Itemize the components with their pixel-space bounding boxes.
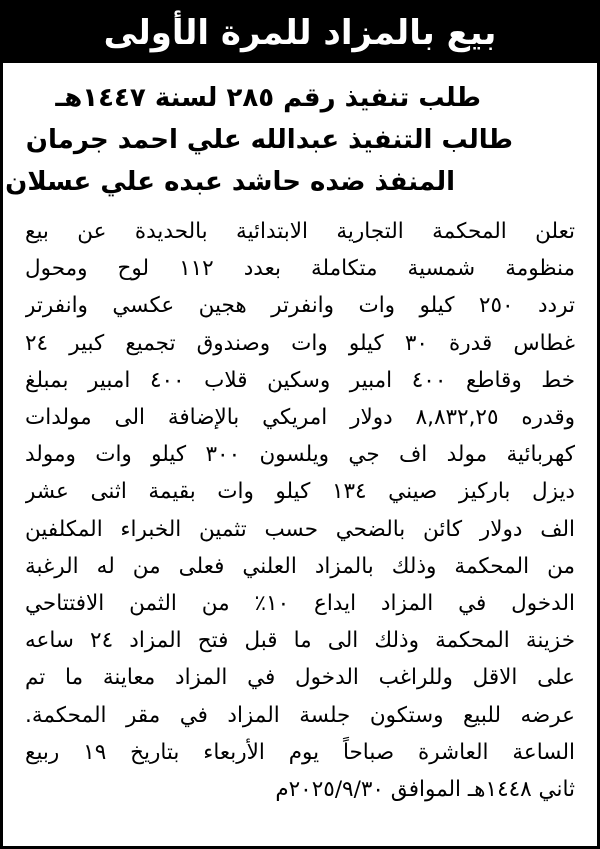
body-line: خط وقاطع ٤٠٠ امبير وسكين قلاب ٤٠٠ امبير بمبلغ <box>25 367 575 393</box>
execution-request-number: طلب تنفيذ رقم ٢٨٥ لسنة ١٤٤٧هـ <box>55 83 481 113</box>
body-line: من المحكمة وذلك بالمزاد العلني فعلى من له الرغبة <box>25 553 575 579</box>
body-line: غطاس قدرة ٣٠ كيلو وات وصندوق تجميع كبير ٢٤ <box>25 330 575 356</box>
body-line: تردد ٢٥٠ كيلو وات وانفرتر هجين عكسي وانفرتر <box>25 293 575 319</box>
body-line: الف دولار كائن بالضحي حسب تثمين الخبراء المكلفين <box>25 516 575 542</box>
body-line: كهربائية مولد اف جي ويلسون ٣٠٠ كيلو وات ومولد <box>25 442 575 468</box>
body-line: عرضه للبيع وستكون جلسة المزاد في مقر المحكمة. <box>25 702 575 728</box>
body-line: الدخول في المزاد ايداع ١٠٪ من الثمن الافتتاحي <box>25 591 575 617</box>
body-line: ثاني ١٤٤٨هـ الموافق ٢٠٢٥/٩/٣٠م <box>275 777 575 803</box>
body-line: ديزل باركيز صيني ١٣٤ كيلو وات بقيمة اثنى عشر <box>25 479 575 505</box>
notice-body <box>3 203 597 808</box>
case-headings <box>3 63 597 203</box>
body-line: الساعة العاشرة صباحاً يوم الأربعاء بتاريخ ١٩ ربيع <box>25 739 575 765</box>
body-line: وقدره ٨,٨٣٢,٢٥ دولار امريكي بالإضافة الى مولدات <box>25 405 575 431</box>
execution-debtor: المنفذ ضده حاشد عبده علي عسلان <box>5 167 455 197</box>
body-line: خزينة المحكمة وذلك الى ما قبل فتح المزاد ٢٤ ساعه <box>25 628 575 654</box>
body-line: تعلن المحكمة التجارية الابتدائية بالحديدة عن بيع <box>25 219 575 244</box>
notice-banner-title: بيع بالمزاد للمرة الأولى <box>3 3 597 63</box>
execution-requester: طالب التنفيذ عبدالله علي احمد جرمان <box>25 125 513 155</box>
body-line: منظومة شمسية متكاملة بعدد ١١٢ لوح ومحول <box>25 256 575 282</box>
body-line: على الاقل وللراغب الدخول في المزاد معاينة ما تم <box>25 665 575 691</box>
